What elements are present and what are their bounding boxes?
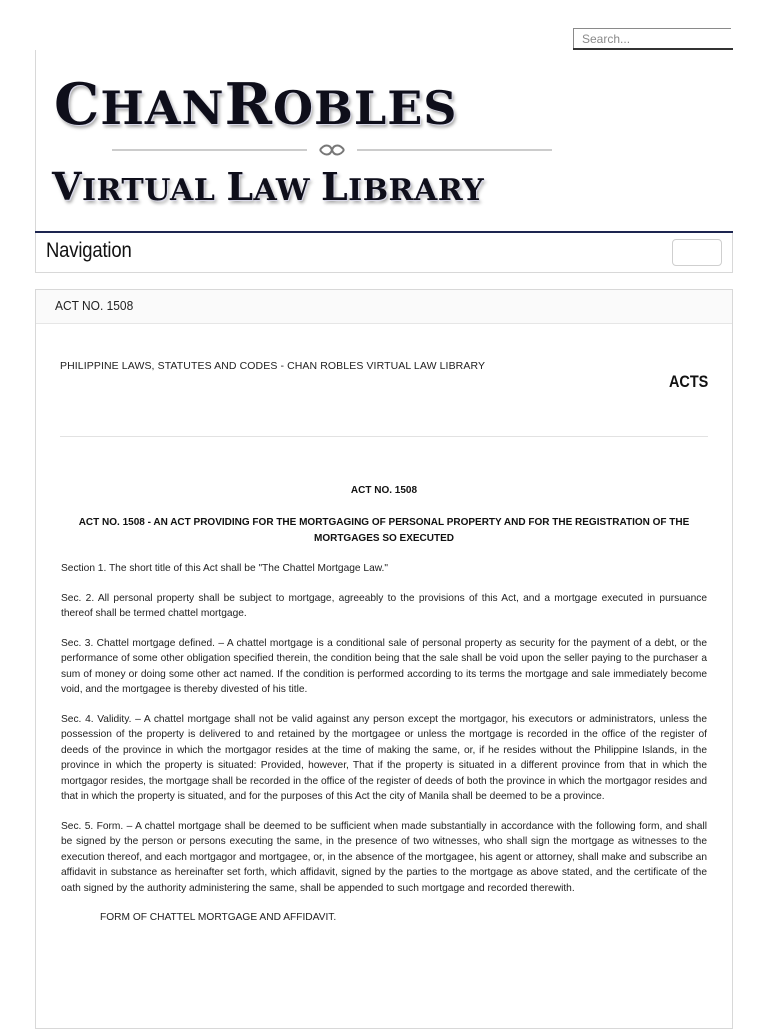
- document-body: [61, 561, 707, 940]
- search-input[interactable]: [573, 28, 731, 49]
- panel-title: ACT NO. 1508: [55, 298, 134, 313]
- section-paragraph: Section 1. The short title of this Act shall be "The Chattel Mortgage Law.": [61, 563, 388, 574]
- section-paragraph: Sec. 3. Chattel mortgage defined. – A chattel mortgage is a conditional sale of personal property as security for the payment of a debt, or the performance of some other obligation specified therein, the condition being that the sale shall be void upon the seller paying to the purchaser a sum of money or doing some other act named. If the condition is performed according to its terms the mortgage and sale immediately become void, and the mortgagee is thereby divested of his title.: [61, 637, 707, 695]
- section-paragraph: Sec. 4. Validity. – A chattel mortgage shall not be valid against any person except the mortgagor, his executors or administrators, unless the possession of the property is delivered to and retained by the mortgagee or unless the mortgage is recorded in the office of the register of deeds of the province in which the mortgagor resides at the time of making the same, or, if he resides without the Philippine Islands, in the province in which the property is situated: Provided, however, That if the property is situated in a different province from that in which the mortgagor resides, the mortgage shall be recorded in the office of the register of deeds of both the province in which the mortgagor resides and that in which the property is situated, and for the purposes of this Act the city of Manila shall be deemed to be a province.: [61, 713, 707, 802]
- library-header-text: PHILIPPINE LAWS, STATUTES AND CODES - CHAN ROBLES VIRTUAL LAW LIBRARY: [60, 360, 486, 372]
- section-paragraph: Sec. 5. Form. – A chattel mortgage shall be deemed to be sufficient when made substantially in accordance with the following form, and shall be signed by the person or persons executing the same, in the presence of two witnesses, who shall sign the mortgage as witnesses to the execution thereof, and each mortgagor and mortgagee, or, in the absence of the mortgagee, his agent or attorney, shall make and subscribe an affidavit in substance as hereinafter set forth, which affidavit, signed by the parties to the mortgage as above stated, and the certificate of the oath signed by the authority administering the same, shall be appended to such mortgage and recorded therewith.: [61, 820, 707, 894]
- content-panel: [35, 289, 733, 1029]
- section-paragraph: Sec. 2. All personal property shall be subject to mortgage, agreeably to the provisions of this Act, and a mortgage executed in pursuance thereof shall be termed chattel mortgage.: [61, 592, 707, 619]
- divider: [60, 436, 708, 437]
- logo-title: CHANROBLES: [54, 71, 458, 138]
- site-logo[interactable]: [52, 70, 552, 220]
- document-title: ACT NO. 1508: [350, 485, 418, 496]
- navigation-bar: [35, 233, 733, 273]
- form-heading: FORM OF CHATTEL MORTGAGE AND AFFIDAVIT.: [100, 912, 337, 923]
- navigation-toggle-button[interactable]: [672, 239, 722, 266]
- category-label: ACTS: [668, 372, 708, 391]
- ornament-divider-icon: [112, 142, 552, 158]
- logo-subtitle: VIRTUAL LAW LIBRARY: [52, 164, 485, 209]
- document-subtitle: ACT NO. 1508 - AN ACT PROVIDING FOR THE MORTGAGING OF PERSONAL PROPERTY AND FOR THE REGISTRATION OF THE MORTGAGES SO EXECUTED: [78, 517, 690, 544]
- navigation-title: Navigation: [46, 239, 132, 262]
- panel-header: [36, 290, 732, 324]
